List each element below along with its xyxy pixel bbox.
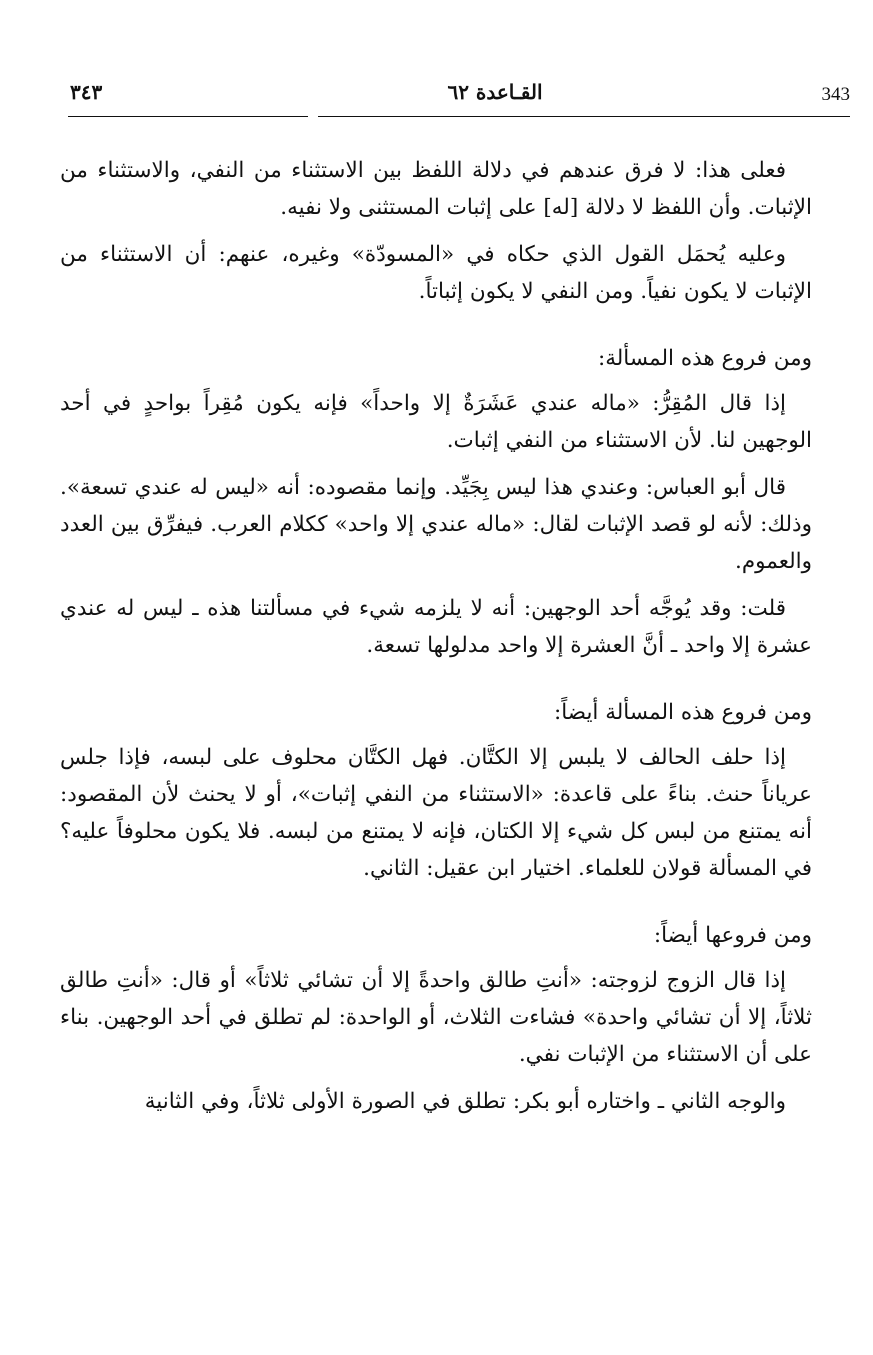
section-heading: ومن فروع هذه المسألة أيضاً: <box>554 700 812 725</box>
paragraph: قلت: وقد يُوجَّه أحد الوجهين: أنه لا يلزمه شيء في مسألتنا هذه ـ ليس له عندي عشرة إلا واحد ـ أنَّ العشرة إلا واحد مدلولها تسعة. <box>60 596 812 658</box>
section-heading: ومن فروعها أيضاً: <box>653 923 812 948</box>
paragraph: وعليه يُحمَل القول الذي حكاه في «المسودّة» وغيره، عنهم: أن الاستثناء من الإثبات لا يكون نفياً. ومن النفي لا يكون إثباتاً. <box>60 242 812 304</box>
header-rule-left <box>68 116 308 117</box>
section-heading: ومن فروع هذه المسألة: <box>597 346 812 371</box>
page-number-latin: 343 <box>821 84 850 105</box>
paragraph: إذا قال الزوج لزوجته: «أنتِ طالق واحدةً إلا أن تشائي ثلاثاً» أو قال: «أنتِ طالق ثلاثاً، إلا أن تشائي واحدة» فشاءت الثلاث، أو الواحدة: لم تطلق في أحد الوجهين. بناء على أن الاستثناء من الإثبات نفي. <box>60 968 812 1067</box>
body-text <box>60 152 812 1130</box>
paragraph: والوجه الثاني ـ واختاره أبو بكر: تطلق في الصورة الأولى ثلاثاً، وفي الثانية <box>144 1089 786 1114</box>
paragraph: قال أبو العباس: وعندي هذا ليس بِجَيِّد. وإنما مقصوده: أنه «ليس له عندي تسعة». وذلك: لأنه لو قصد الإثبات لقال: «ماله عندي إلا واحد» ككلام العرب. فيفرِّق بين العدد والعموم. <box>60 475 812 574</box>
header-rule-right <box>318 116 850 117</box>
paragraph: إذا حلف الحالف لا يلبس إلا الكتَّان. فهل الكتَّان محلوف على لبسه، فإذا جلس عرياناً حنث. بناءً على قاعدة: «الاستثناء من النفي إثبات»، أو لا يحنث لأن المقصود: أنه يمتنع من لبس كل شيء إلا الكتان، فإنه لا يمتنع من لبسه. فلا يكون محلوفاً عليه؟ في المسألة قولان للعلماء. اختيار ابن عقيل: الثاني. <box>60 745 812 881</box>
paragraph: إذا قال المُقِرُّ: «ماله عندي عَشَرَةٌ إلا واحداً» فإنه يكون مُقِراً بواحدٍ في أحد الوجهين لنا. لأن الاستثناء من النفي إثبات. <box>60 391 812 453</box>
page-header <box>60 78 850 118</box>
paragraph: فعلى هذا: لا فرق عندهم في دلالة اللفظ بين الاستثناء من النفي، والاستثناء من الإثبات. وأن اللفظ لا دلالة [له] على إثبات المستثنى ولا نفيه. <box>60 158 812 220</box>
running-title: القـاعدة ٦٢ <box>447 80 543 104</box>
page-number-arabic: ٣٤٣ <box>70 80 103 104</box>
